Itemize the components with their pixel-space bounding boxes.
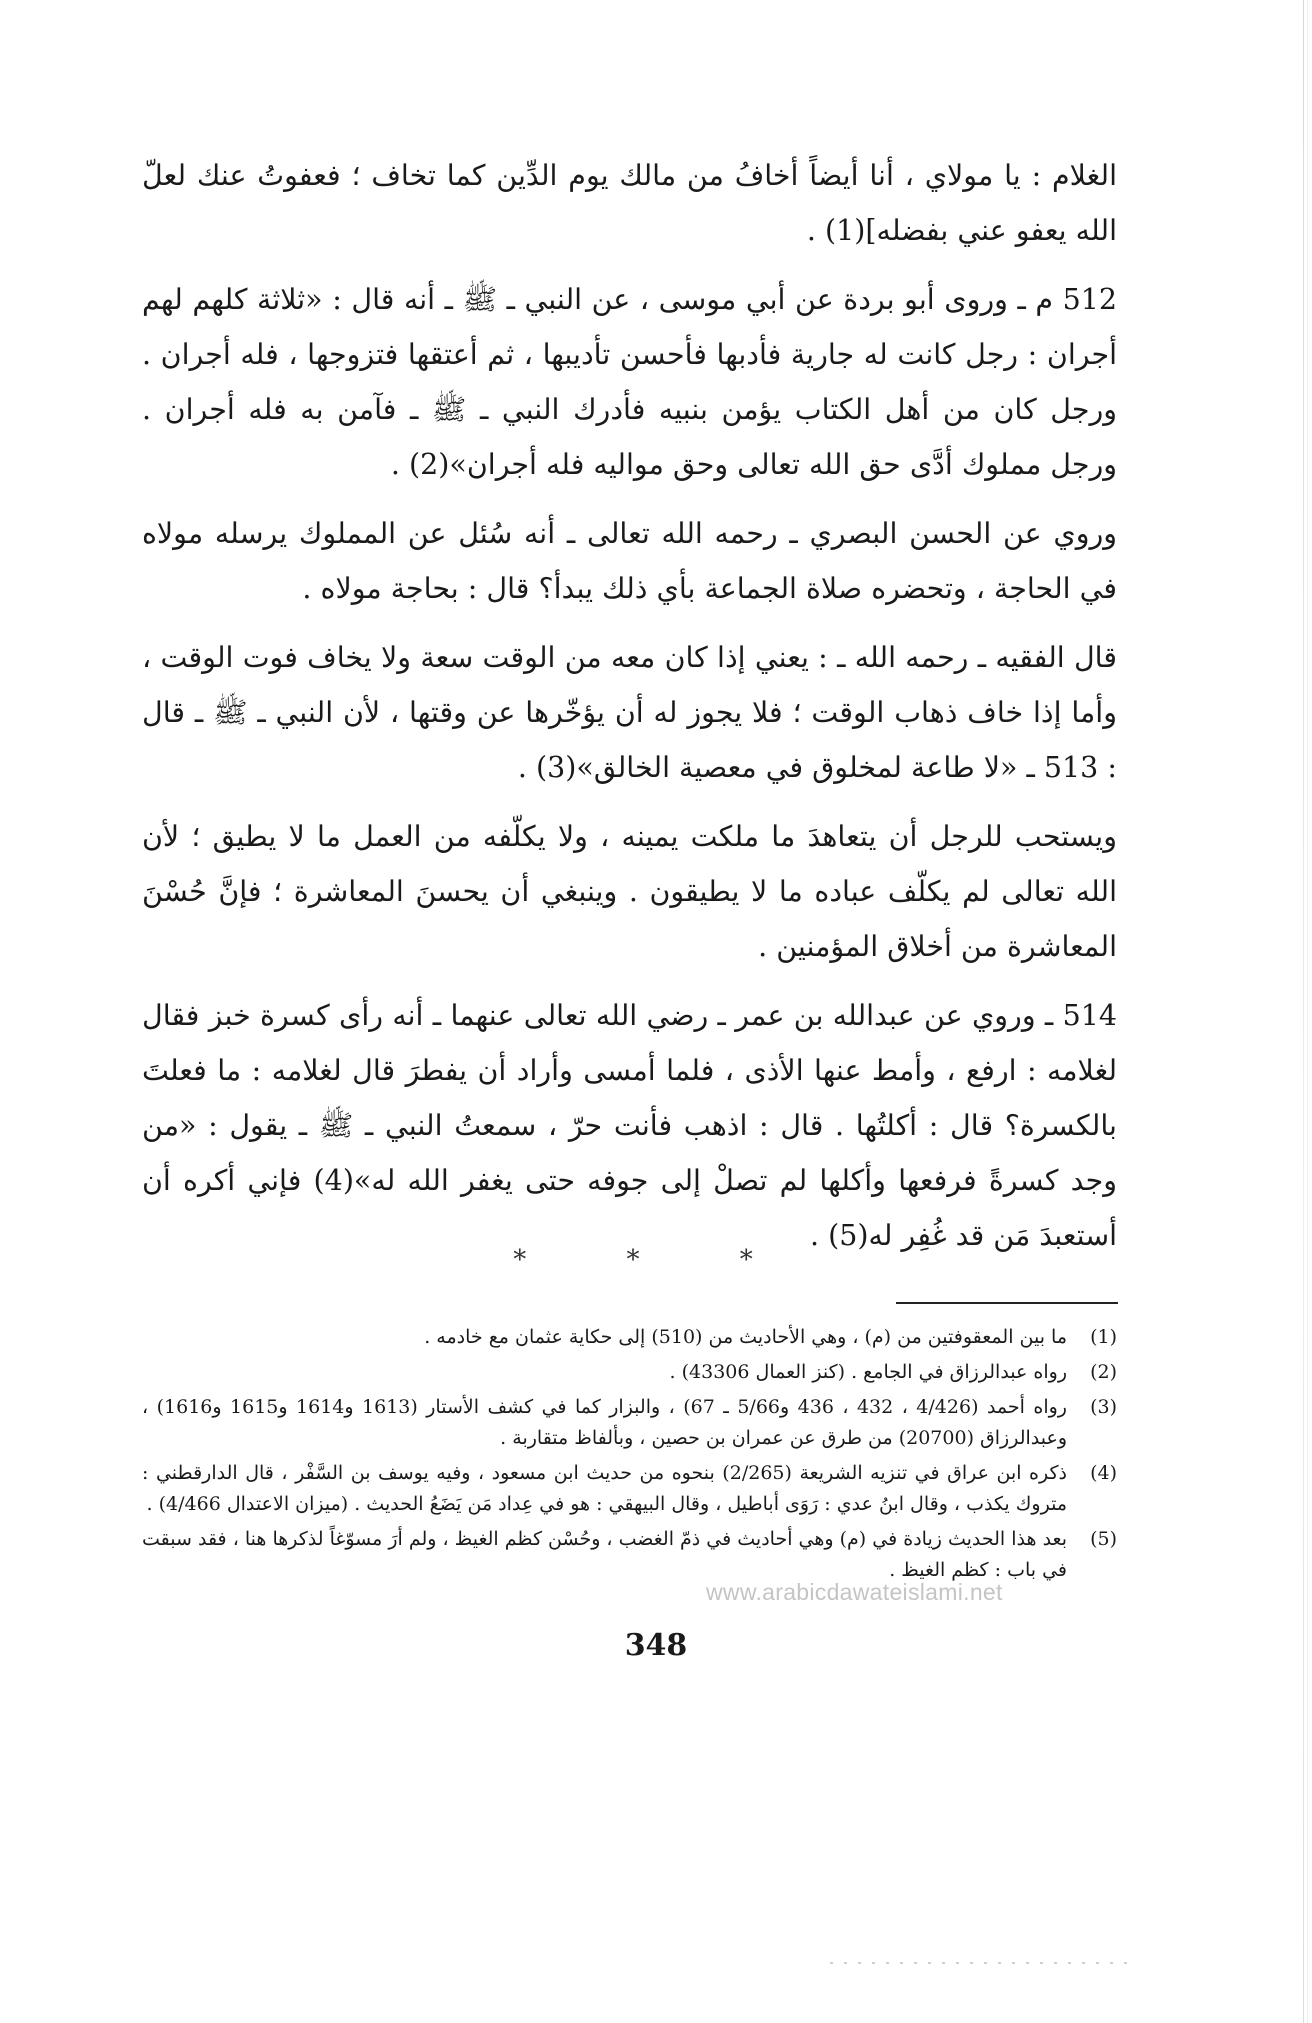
main-text bbox=[142, 148, 1117, 1277]
footnote bbox=[142, 1322, 1117, 1353]
page-number: 348 bbox=[624, 1628, 688, 1663]
paragraph: وروي عن الحسن البصري ـ رحمه الله تعالى ـ أنه سُئل عن المملوك يرسله مولاه في الحاجة ، وتحضره صلاة الجماعة بأي ذلك يبدأ؟ قال : بحاجة مولاه . bbox=[142, 517, 1117, 605]
footnote-text: بعد هذا الحديث زيادة في (م) وهي أحاديث في ذمّ الغضب ، وحُسْن كظم الغيظ ، ولم أرَ مسوّغاً لذكرها هنا ، فقد سبقت في باب : كظم الغيظ . bbox=[142, 1528, 1068, 1581]
footnote bbox=[142, 1357, 1117, 1388]
footnote-text: ذكره ابن عراق في تنزيه الشريعة (2/265) بنحوه من حديث ابن مسعود ، وفيه يوسف بن السَّفْر ، قال الدارقطني : متروك يكذب ، وقال ابنُ عدي : رَوَى أباطيل ، وقال البيهقي : هو في عِداد مَن يَضَعُ الحديث . (ميزان الاعتدال 4/466) . bbox=[142, 1462, 1068, 1515]
footnote-text: رواه عبدالرزاق في الجامع . (كنز العمال 43306) . bbox=[669, 1361, 1067, 1383]
footnote-number: (5) bbox=[1090, 1528, 1117, 1550]
scan-artifact bbox=[830, 1962, 1130, 1964]
section-separator: * * * bbox=[513, 1245, 799, 1275]
footnote-rule bbox=[896, 1302, 1118, 1304]
paragraph: 512 م ـ وروى أبو بردة عن أبي موسى ، عن النبي ـ ﷺ ـ أنه قال : «ثلاثة كلهم لهم أجران : رجل كانت له جارية فأدبها فأحسن تأديبها ، ثم أعتقها فتزوجها ، فله أجران . ورجل كان من أهل الكتاب يؤمن بنبيه فأدرك النبي ـ ﷺ ـ فآمن به فله أجران . ورجل مملوك أدَّى حق الله تعالى وحق مواليه فله أجران»(2) . bbox=[142, 283, 1117, 481]
footnote-number: (4) bbox=[1090, 1462, 1117, 1484]
paragraph: 514 ـ وروي عن عبدالله بن عمر ـ رضي الله تعالى عنهما ـ أنه رأى كسرة خبز فقال لغلامه : ارفع ، وأمط عنها الأذى ، فلما أمسى وأراد أن يفطرَ قال لغلامه : ما فعلتَ بالكسرة؟ قال : أكلتُها . قال : اذهب فأنت حرّ ، سمعتُ النبي ـ ﷺ ـ يقول : «من وجد كسرةً فرفعها وأكلها لم تصلْ إلى جوفه حتى يغفر الله له»(4) فإني أكره أن أستعبدَ مَن قد غُفِر له(5) . bbox=[142, 999, 1117, 1252]
footnote bbox=[142, 1524, 1117, 1586]
paragraph: قال الفقيه ـ رحمه الله ـ : يعني إذا كان معه من الوقت سعة ولا يخاف فوت الوقت ، وأما إذا خاف ذهاب الوقت ؛ فلا يجوز له أن يؤخّرها عن وقتها ، لأن النبي ـ ﷺ ـ قال : 513 ـ «لا طاعة لمخلوق في معصية الخالق»(3) . bbox=[142, 641, 1117, 784]
footnote bbox=[142, 1392, 1117, 1454]
footnotes bbox=[142, 1322, 1117, 1590]
paragraph: ويستحب للرجل أن يتعاهدَ ما ملكت يمينه ، ولا يكلّفه من العمل ما لا يطيق ؛ لأن الله تعالى لم يكلّف عباده ما لا يطيقون . وينبغي أن يحسنَ المعاشرة ؛ فإنَّ حُسْنَ المعاشرة من أخلاق المؤمنين . bbox=[142, 820, 1117, 963]
footnote-number: (3) bbox=[1090, 1396, 1117, 1418]
paragraph: الغلام : يا مولاي ، أنا أيضاً أخافُ من مالك يوم الدِّين كما تخاف ؛ فعفوتُ عنك لعلّ الله يعفو عني بفضله](1) . bbox=[142, 159, 1117, 247]
watermark: www.arabicdawateislami.net bbox=[706, 1579, 1003, 1605]
footnote-number: (2) bbox=[1090, 1361, 1117, 1383]
page-edge-shadow bbox=[1303, 0, 1304, 2023]
footnote-text: رواه أحمد (4/426 ، 432 ، 436 و5/66 ـ 67) ، والبزار كما في كشف الأستار (1613 و1614 و1615 و1616) ، وعبدالرزاق (20700) من طرق عن عمران بن حصين ، وبألفاظ متقاربة . bbox=[142, 1396, 1067, 1449]
footnote-number: (1) bbox=[1090, 1326, 1117, 1348]
footnote bbox=[142, 1458, 1117, 1520]
page-edge-line bbox=[1307, 0, 1308, 2023]
footnote-text: ما بين المعقوفتين من (م) ، وهي الأحاديث من (510) إلى حكاية عثمان مع خادمه . bbox=[424, 1326, 1067, 1348]
